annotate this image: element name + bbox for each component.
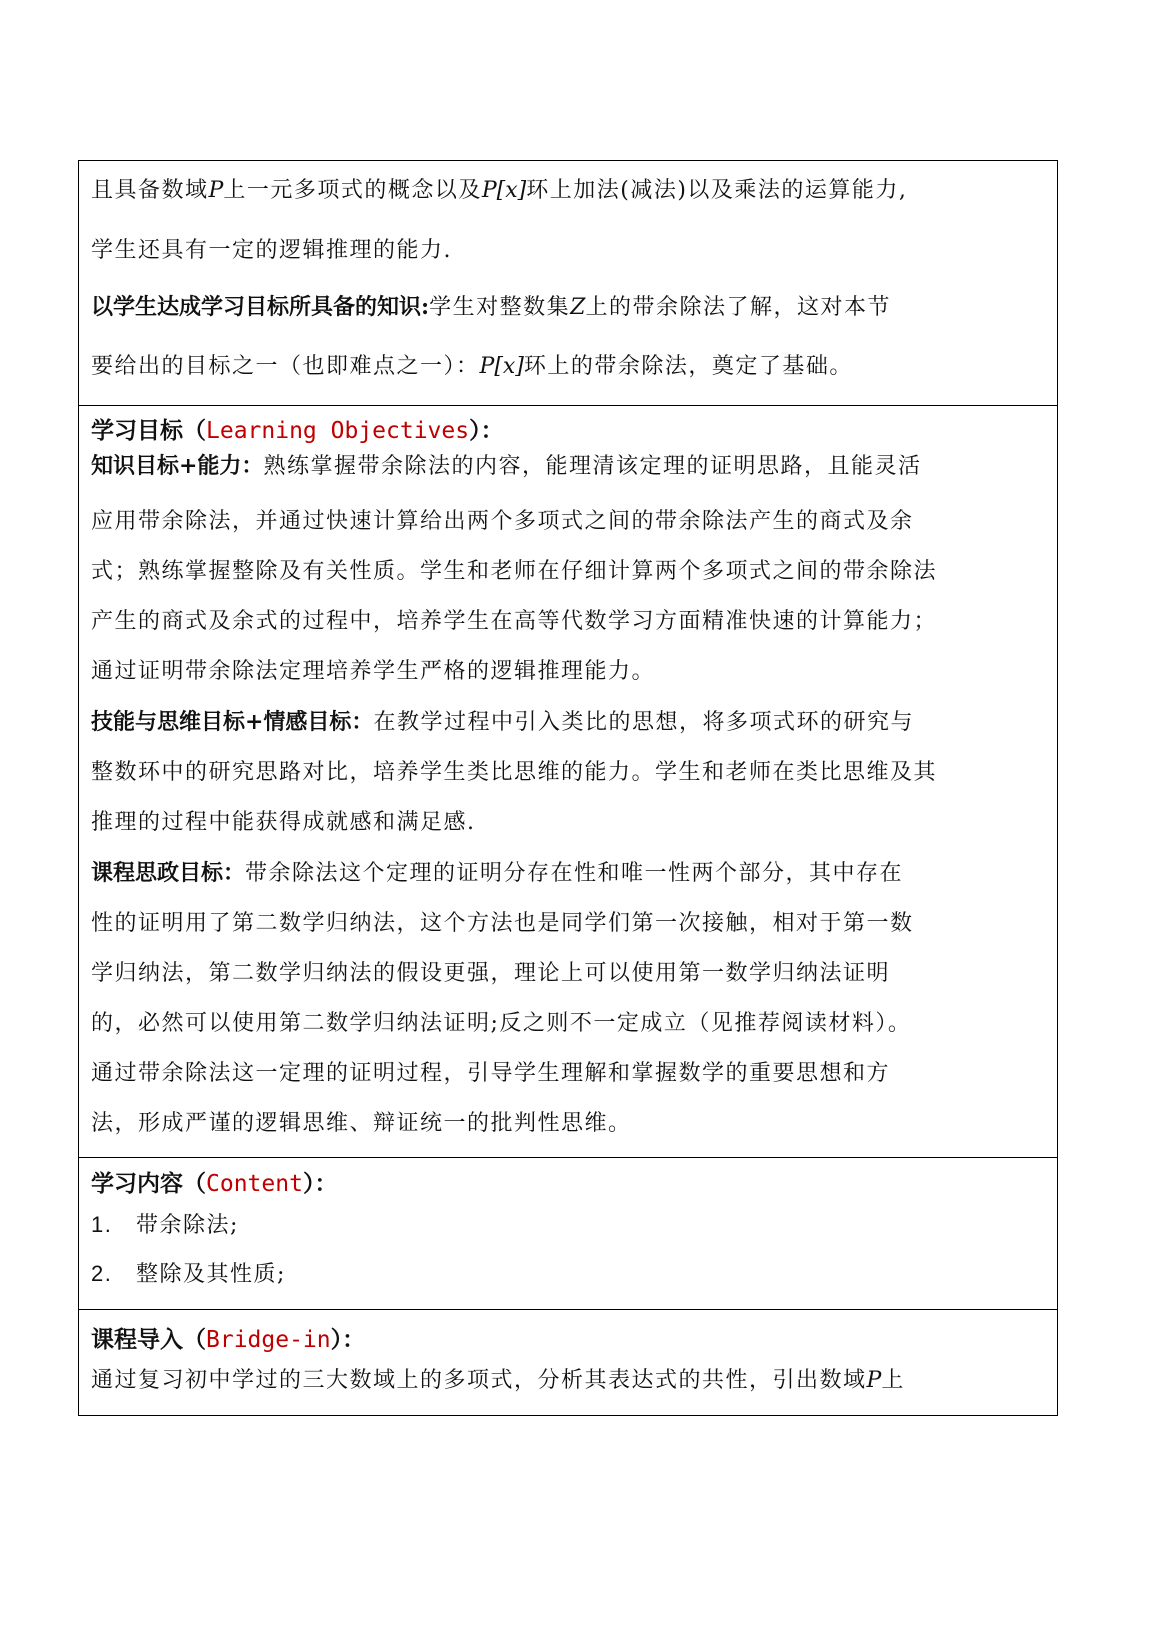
text-line: 整数环中的研究思路对比，培养学生类比思维的能力。学生和老师在类比思维及其: [91, 760, 938, 785]
learning-content-cell: [79, 1158, 1057, 1310]
text-line: 性的证明用了第二数学归纳法，这个方法也是同学们第一次接触，相对于第一数: [91, 911, 914, 936]
text-line: 式；熟练掌握整除及有关性质。学生和老师在仔细计算两个多项式之间的带余除法: [91, 559, 938, 584]
bridge-in-cell: [79, 1310, 1057, 1415]
bold-label: 技能与思维目标+情感目标：: [91, 709, 374, 735]
bold-label: 知识目标+能力：: [91, 453, 264, 479]
math-var: P: [208, 178, 224, 203]
text-line: 推理的过程中能获得成就感和满足感.: [91, 810, 476, 835]
list-item: 1. 带余除法;: [91, 1202, 1045, 1249]
text-line: 且具备数域P上一元多项式的概念以及P[x]环上加法(减法)以及乘法的运算能力,: [91, 178, 908, 203]
prior-knowledge-cell: [79, 173, 1057, 406]
list-number: 1.: [91, 1212, 113, 1237]
math-var: Z: [570, 295, 586, 320]
text-line: 以学生达成学习目标所具备的知识:学生对整数集Z上的带余除法了解，这对本节: [91, 294, 891, 320]
math-var: P[x]: [479, 354, 524, 379]
bold-label: 课程思政目标：: [91, 860, 246, 886]
text-line: 通过复习初中学过的三大数域上的多项式，分析其表达式的共性，引出数域P上: [91, 1368, 905, 1393]
math-var: P[x]: [481, 178, 527, 203]
text-line: 应用带余除法，并通过快速计算给出两个多项式之间的带余除法产生的商式及余: [91, 509, 914, 534]
text-line: 通过带余除法这一定理的证明过程，引导学生理解和掌握数学的重要思想和方: [91, 1061, 891, 1086]
list-item: 2. 整除及其性质;: [91, 1249, 1045, 1300]
text-line: 的，必然可以使用第二数学归纳法证明;反之则不一定成立（见推荐阅读材料）。: [91, 1011, 912, 1036]
lesson-plan-table: [78, 160, 1058, 1416]
section-heading: 学习目标（Learning Objectives）：: [91, 417, 504, 444]
heading-english: Learning Objectives: [206, 418, 470, 444]
list-number: 2.: [91, 1261, 113, 1286]
text-line: 通过证明带余除法定理培养学生严格的逻辑推理能力。: [91, 659, 656, 684]
section-heading: 学习内容（Content）：: [91, 1170, 338, 1197]
section-heading: 课程导入（Bridge-in）：: [91, 1326, 366, 1353]
bold-label: 以学生达成学习目标所具备的知识:: [91, 294, 430, 320]
text-line: 学归纳法，第二数学归纳法的假设更强，理论上可以使用第一数学归纳法证明: [91, 961, 891, 986]
text-line: 知识目标+能力：熟练掌握带余除法的内容，能理清该定理的证明思路，且能灵活: [91, 453, 922, 479]
math-var: P: [866, 1368, 882, 1393]
heading-english: Bridge-in: [206, 1327, 331, 1353]
heading-english: Content: [206, 1171, 303, 1197]
text-line: 技能与思维目标+情感目标：在教学过程中引入类比的思想，将多项式环的研究与: [91, 709, 914, 735]
text-line: 要给出的目标之一（也即难点之一）：P[x]环上的带余除法，奠定了基础。: [91, 354, 853, 379]
learning-objectives-cell: [79, 406, 1057, 1158]
text-line: 产生的商式及余式的过程中，培养学生在高等代数学习方面精准快速的计算能力；: [91, 609, 938, 634]
text-line: 课程思政目标：带余除法这个定理的证明分存在性和唯一性两个部分，其中存在: [91, 860, 904, 886]
text-line: 法，形成严谨的逻辑思维、辩证统一的批判性思维。: [91, 1111, 632, 1136]
text-line: 学生还具有一定的逻辑推理的能力.: [91, 238, 452, 263]
